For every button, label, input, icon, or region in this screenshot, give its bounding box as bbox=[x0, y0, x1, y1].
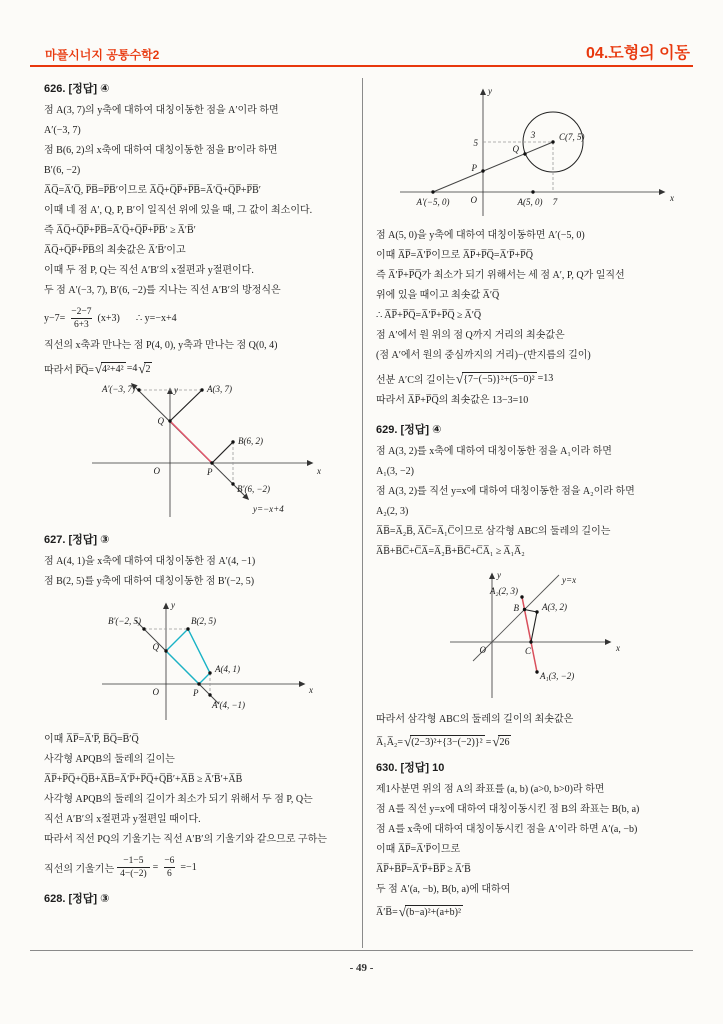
segment-ba bbox=[525, 610, 538, 613]
point-a-prime bbox=[137, 388, 140, 391]
label-y-axis: y bbox=[488, 86, 492, 96]
label-seven: 7 bbox=[552, 197, 558, 207]
label-point-b: B(2, 5) bbox=[191, 616, 216, 626]
solution-line: A₂(2, 3) bbox=[376, 506, 409, 517]
point-b-prime bbox=[142, 627, 145, 630]
solution-line: 이때 두 점 P, Q는 직선 A′B′의 x절편과 y절편이다. bbox=[44, 265, 254, 276]
radicand: {7−(−5)}²+(5−0)² bbox=[463, 373, 535, 385]
diagram-626 bbox=[78, 381, 328, 521]
solution-line: 제1사분면 위의 점 A의 좌표를 (a, b) (a>0, b>0)라 하면 bbox=[376, 784, 605, 795]
label-x-axis: x bbox=[317, 466, 321, 476]
solution-line: 즉 A̅Q̅+Q̅P̅+P̅B̅=A̅′Q̅+Q̅P̅+P̅B̅′ ≥ A̅′B̅′ bbox=[44, 225, 196, 236]
equation-629-min bbox=[376, 735, 694, 749]
solution-line: 이때 A̅P̅=A̅′P̅이므로 bbox=[376, 844, 461, 855]
diagram-629 bbox=[440, 566, 630, 704]
solution-line: A̅P̅+P̅Q̅+Q̅B̅+A̅B̅=A̅′P̅+P̅Q̅+Q̅B̅′+A̅B̅ ≥ A̅′B̅′+A̅B̅ bbox=[44, 774, 243, 785]
book-title: 마플시너지 공통수학2 bbox=[45, 48, 160, 62]
label-point-a: A(3, 7) bbox=[207, 384, 232, 394]
label-y-axis: y bbox=[497, 570, 501, 580]
solution-line: A′(−3, 7) bbox=[44, 125, 81, 136]
solution-line: 사각형 APQB의 둘레의 길이는 bbox=[44, 754, 175, 765]
label-origin: O bbox=[479, 645, 486, 655]
label-point-b-prime: B′(−2, 5) bbox=[107, 616, 141, 626]
solution-line: 점 A(3, 2)를 x축에 대하여 대칭이동한 점을 A₁이라 하면 bbox=[376, 446, 612, 457]
label-y-axis: y bbox=[171, 600, 175, 610]
solution-line: 두 점 A′(−3, 7), B′(6, −2)를 지나는 직선 A′B′의 방정식은 bbox=[44, 285, 281, 296]
point-p bbox=[210, 461, 213, 464]
diagram-628 bbox=[380, 82, 690, 220]
solution-line: 이때 네 점 A′, Q, P, B′이 일직선 위에 있을 때, 그 값이 최소이다. bbox=[44, 205, 313, 216]
label-point-a-prime: A′(4, −1) bbox=[212, 700, 246, 710]
chapter-title: 04.도형의 이동 bbox=[586, 45, 690, 62]
label-x-axis: x bbox=[670, 193, 674, 203]
equation-627-slope bbox=[44, 855, 362, 880]
diagram-627 bbox=[88, 596, 318, 724]
equation-626-pq bbox=[44, 361, 362, 376]
label-point-p: P bbox=[471, 163, 477, 173]
radical-sign: √ bbox=[492, 734, 500, 749]
problem-626-heading: 626. [정답] ④ bbox=[44, 83, 110, 95]
point-a bbox=[535, 610, 538, 613]
point-p bbox=[197, 682, 200, 685]
square-root bbox=[95, 362, 126, 376]
fraction-denominator: 6 bbox=[164, 867, 175, 880]
square-root bbox=[399, 905, 463, 919]
eq-pre: A̅′B̅= bbox=[376, 906, 398, 918]
label-point-a2: A₂(2, 3) bbox=[489, 586, 518, 596]
square-root bbox=[456, 372, 537, 386]
solution-line: 직선의 x축과 만나는 점 P(4, 0), y축과 만나는 점 Q(0, 4) bbox=[44, 340, 278, 351]
square-root bbox=[404, 735, 485, 749]
fraction-denominator: 6+3 bbox=[71, 318, 92, 331]
radicand: 26 bbox=[499, 737, 510, 748]
radicand: 2 bbox=[145, 363, 151, 375]
point-c bbox=[529, 640, 532, 643]
problem-630-heading: 630. [정답] 10 bbox=[376, 762, 445, 774]
solution-line: B′(6, −2) bbox=[44, 165, 81, 176]
label-point-b-prime: B′(6, −2) bbox=[237, 484, 271, 494]
eq-mid: = bbox=[485, 736, 492, 748]
radicand: (2−3)²+{3−(−2)}² bbox=[411, 737, 483, 748]
label-y-equals-x: y=x bbox=[562, 575, 577, 585]
label-point-c: C(7, 5) bbox=[559, 132, 585, 142]
segment-qp-red bbox=[170, 421, 212, 463]
point-p bbox=[481, 169, 484, 172]
problem-629-heading: 629. [정답] ④ bbox=[376, 424, 442, 436]
solution-line: A̅B̅=A̅₂B̅, A̅C̅=A̅₁C̅이므로 삼각형 ABC의 둘레의 길이는 bbox=[376, 526, 611, 537]
solution-line: 점 A를 x축에 대하여 대칭이동시킨 점을 A′이라 하면 A′(a, −b) bbox=[376, 824, 638, 835]
square-root bbox=[138, 362, 152, 376]
solution-line: A̅B̅+B̅C̅+C̅A̅=A̅₂B̅+B̅C̅+C̅A̅₁ ≥ A̅₁A̅₂ bbox=[376, 546, 525, 557]
solution-line: A̅Q̅=A̅′Q̅, P̅B̅=P̅B̅′이므로 A̅Q̅+Q̅P̅+P̅B̅=A̅′Q̅+Q̅P̅+P̅B̅′ bbox=[44, 185, 261, 196]
solution-line: 점 B(2, 5)를 y축에 대하여 대칭이동한 점 B′(−2, 5) bbox=[44, 576, 255, 587]
footer-rule bbox=[30, 950, 693, 951]
solution-line: 즉 A̅′P̅+P̅Q̅가 최소가 되기 위해서는 세 점 A′, P, Q가 일직선 bbox=[376, 270, 625, 281]
solution-line: 점 B(6, 2)의 x축에 대하여 대칭이동한 점을 B′이라 하면 bbox=[44, 145, 278, 156]
point-a-prime bbox=[431, 190, 434, 193]
solution-line: 두 점 A′(a, −b), B(b, a)에 대하여 bbox=[376, 884, 511, 895]
eq-pre: A̅₁A̅₂= bbox=[376, 736, 404, 748]
solution-line: (점 A′에서 원의 중심까지의 거리)−(반지름의 길이) bbox=[376, 350, 591, 361]
label-point-b: B(6, 2) bbox=[238, 436, 263, 446]
label-three: 3 bbox=[530, 130, 536, 140]
eq-tail: =13 bbox=[537, 373, 554, 384]
solution-line: 점 A(4, 1)을 x축에 대하여 대칭이동한 점 A′(4, −1) bbox=[44, 556, 256, 567]
fraction bbox=[161, 855, 177, 880]
point-a1 bbox=[535, 670, 538, 673]
solution-line: A̅P̅+B̅P̅=A̅′P̅+B̅P̅ ≥ A̅′B̅ bbox=[376, 864, 471, 875]
label-point-a: A(3, 2) bbox=[542, 602, 567, 612]
label-origin: O bbox=[152, 687, 159, 697]
solution-line: 이때 A̅P̅=A̅′P̅이므로 A̅P̅+P̅Q̅=A̅′P̅+P̅Q̅ bbox=[376, 250, 533, 261]
problem-628-heading: 628. [정답] ③ bbox=[44, 893, 110, 905]
label-point-a: A(4, 1) bbox=[215, 664, 240, 674]
point-b bbox=[186, 627, 189, 630]
eq-mid: =4 bbox=[126, 363, 138, 374]
point-q bbox=[168, 419, 171, 422]
label-five: 5 bbox=[473, 138, 478, 148]
radical-sign: √ bbox=[398, 904, 406, 919]
eq-mid: (x+3) bbox=[97, 313, 120, 324]
label-point-c: C bbox=[524, 646, 532, 656]
square-root bbox=[492, 735, 511, 749]
line-aprime-c bbox=[433, 142, 553, 192]
point-b bbox=[231, 440, 234, 443]
point-q bbox=[164, 649, 167, 652]
fraction bbox=[117, 855, 150, 880]
point-a bbox=[208, 671, 211, 674]
radicand: (b−a)²+(a+b)² bbox=[405, 907, 461, 918]
label-point-a1: A₁(3, −2) bbox=[540, 671, 575, 681]
solution-line: 점 A(3, 2)를 직선 y=x에 대하여 대칭이동한 점을 A₂이라 하면 bbox=[376, 486, 635, 497]
right-column bbox=[376, 78, 694, 924]
point-c bbox=[551, 140, 554, 143]
eq-tail: =−1 bbox=[180, 862, 197, 873]
point-a-prime bbox=[208, 693, 211, 696]
label-x-axis: x bbox=[309, 685, 313, 695]
solution-line: 점 A를 직선 y=x에 대하여 대칭이동시킨 점 B의 좌표는 B(b, a) bbox=[376, 804, 640, 815]
radical-sign: √ bbox=[94, 360, 103, 376]
fraction-numerator: −6 bbox=[164, 856, 175, 866]
point-a bbox=[200, 388, 203, 391]
point-b-prime bbox=[231, 482, 234, 485]
point-a2 bbox=[520, 595, 523, 598]
label-x-axis: x bbox=[616, 643, 620, 653]
solution-line: ∴ A̅P̅+P̅Q̅=A̅′P̅+P̅Q̅ ≥ A̅′Q̅ bbox=[376, 310, 482, 321]
eq-mid: = bbox=[152, 862, 159, 873]
equation-628-length bbox=[376, 371, 694, 386]
problem-627-heading: 627. [정답] ③ bbox=[44, 534, 110, 546]
label-origin: O bbox=[153, 466, 160, 476]
column-divider bbox=[362, 78, 363, 948]
solution-line: 따라서 삼각형 ABC의 둘레의 길이의 최솟값은 bbox=[376, 714, 574, 725]
label-origin: O bbox=[470, 195, 477, 205]
label-point-p: P bbox=[207, 467, 213, 477]
eq-pre: 선분 A′C의 길이는 bbox=[376, 375, 456, 386]
solution-line: 점 A′에서 원 위의 점 Q까지 거리의 최솟값은 bbox=[376, 330, 565, 341]
eq-tail: ∴ y=−x+4 bbox=[135, 313, 177, 324]
solution-line: 직선 A′B′의 x절편과 y절편일 때이다. bbox=[44, 814, 201, 825]
label-point-p: P bbox=[193, 688, 199, 698]
equation-630-length bbox=[376, 905, 694, 919]
segment-bp bbox=[212, 442, 233, 463]
fraction bbox=[68, 306, 94, 331]
solution-line: 따라서 직선 PQ의 기울기는 직선 A′B′의 기울기와 같으므로 구하는 bbox=[44, 834, 327, 845]
solution-line: A₁(3, −2) bbox=[376, 466, 415, 477]
solution-line: 점 A(3, 7)의 y축에 대하여 대칭이동한 점을 A′이라 하면 bbox=[44, 105, 279, 116]
label-point-a-prime: A′(−5, 0) bbox=[416, 197, 450, 207]
fraction-numerator: −1−5 bbox=[123, 856, 144, 866]
solution-line: A̅Q̅+Q̅P̅+P̅B̅의 최솟값은 A̅′B̅′이고 bbox=[44, 245, 186, 256]
label-point-a-prime: A′(−3, 7) bbox=[101, 384, 135, 394]
fraction-numerator: −2−7 bbox=[71, 307, 92, 317]
solution-line: 이때 A̅P̅=A̅′P̅, B̅Q̅=B̅′Q̅ bbox=[44, 734, 139, 745]
fraction-denominator: 4−(−2) bbox=[117, 867, 150, 880]
radical-sign: √ bbox=[404, 734, 412, 749]
eq-lhs: y−7= bbox=[44, 313, 66, 324]
eq-pre: 직선의 기울기는 bbox=[44, 864, 115, 875]
solution-line: 따라서 A̅P̅+P̅Q̅의 최솟값은 13−3=10 bbox=[376, 395, 529, 406]
solution-line: 사각형 APQB의 둘레의 길이가 최소가 되기 위해서 두 점 P, Q는 bbox=[44, 794, 313, 805]
left-column bbox=[44, 78, 362, 911]
segment-ca bbox=[531, 612, 537, 642]
radical-sign: √ bbox=[456, 370, 464, 386]
page-number: - 49 - bbox=[349, 962, 374, 974]
radical-sign: √ bbox=[138, 360, 146, 376]
point-a bbox=[531, 190, 534, 193]
label-y-axis: y bbox=[174, 385, 178, 395]
solution-line: 점 A(5, 0)을 y축에 대하여 대칭이동하면 A′(−5, 0) bbox=[376, 230, 585, 241]
point-b bbox=[523, 608, 526, 611]
eq-pre: 따라서 P̅Q̅= bbox=[44, 365, 94, 376]
label-line-eq: y=−x+4 bbox=[253, 504, 284, 514]
header-rule bbox=[30, 65, 693, 67]
quad-apqb-cyan bbox=[166, 629, 210, 684]
label-point-q: Q bbox=[512, 144, 519, 154]
radicand: 4²+4² bbox=[102, 363, 124, 375]
label-point-q: Q bbox=[157, 416, 164, 426]
label-point-a: A(5, 0) bbox=[517, 197, 543, 207]
equation-626-line bbox=[44, 306, 362, 331]
label-point-b: B bbox=[513, 603, 519, 613]
label-point-q: Q bbox=[152, 642, 159, 652]
solution-line: 위에 있을 때이고 최솟값 A̅′Q̅ bbox=[376, 290, 500, 301]
point-q bbox=[523, 152, 526, 155]
